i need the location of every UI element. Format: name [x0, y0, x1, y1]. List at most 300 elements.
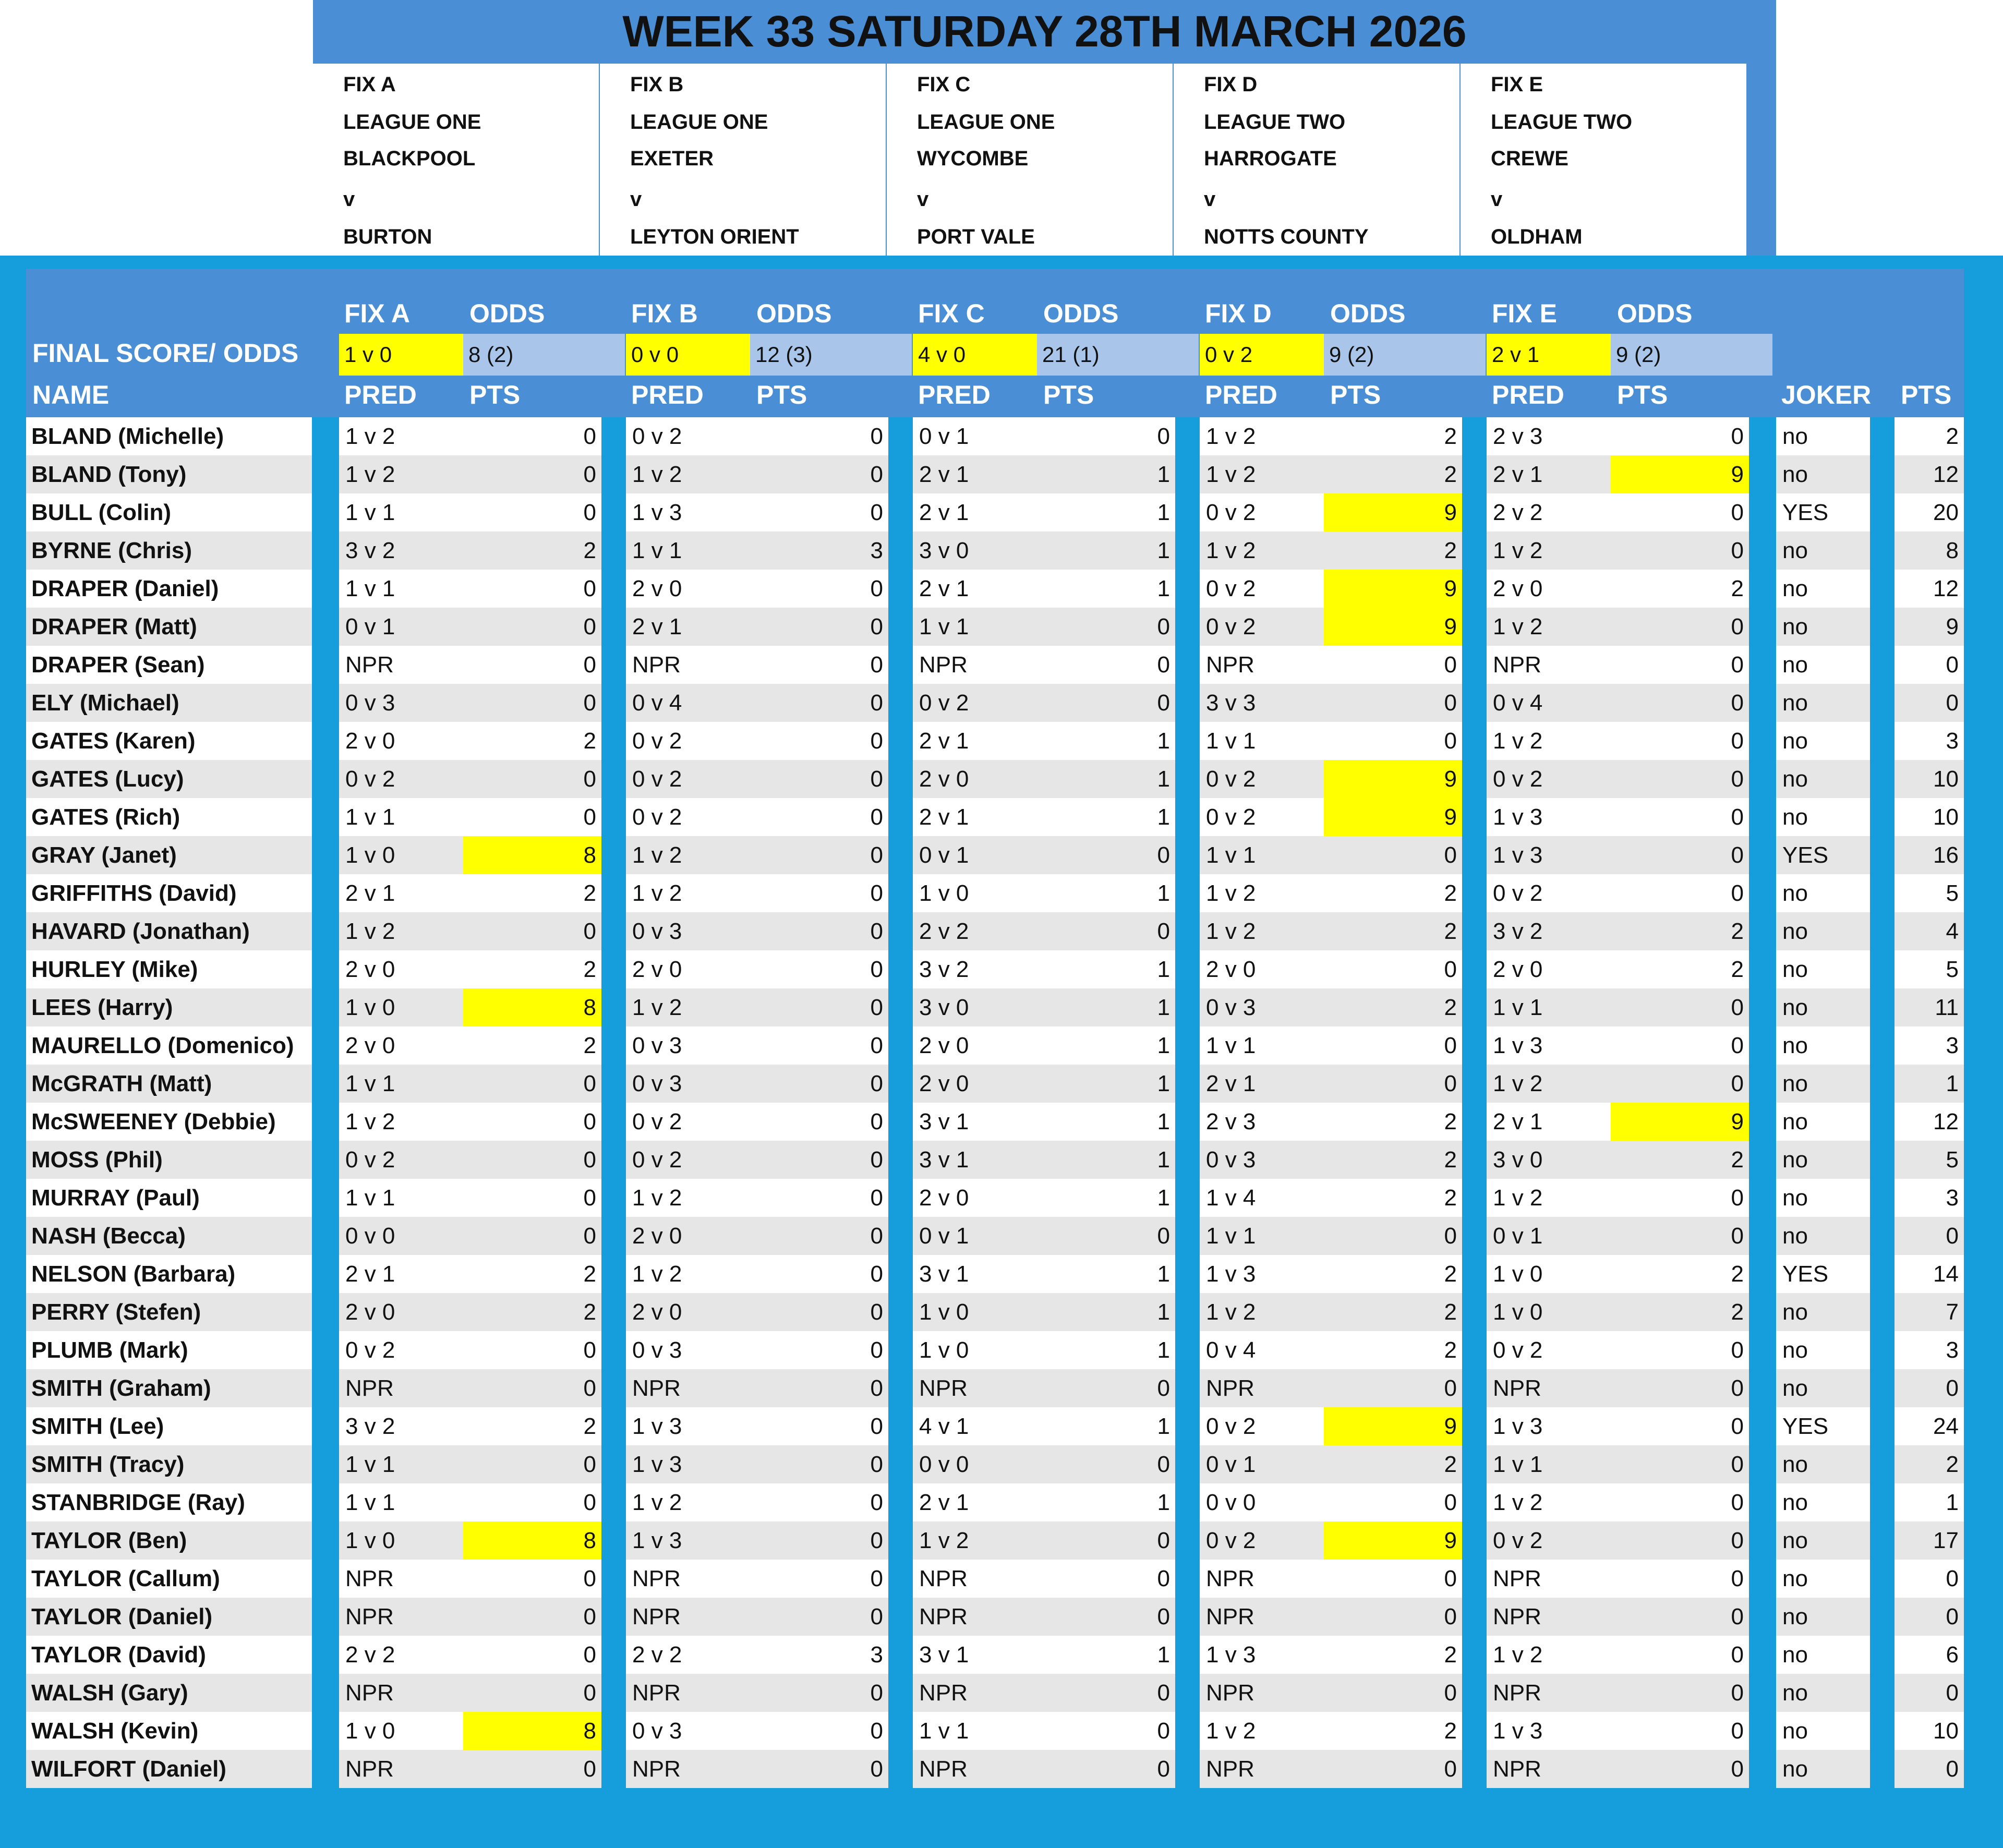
prediction-cell: 1 v 0 [339, 1521, 463, 1560]
prediction-cell: NPR [626, 1674, 750, 1712]
total-points-cell: 2 [1895, 417, 1964, 455]
prediction-cell: NPR [339, 1598, 463, 1636]
total-points-cell: 1 [1895, 1065, 1964, 1103]
prediction-cell: 3 v 1 [913, 1141, 1037, 1179]
prediction-cell: 0 v 2 [626, 760, 750, 798]
points-cell: 1 [1037, 1065, 1175, 1103]
fixture-home: EXETER [630, 147, 714, 170]
table-row [26, 1445, 1964, 1483]
points-cell: 0 [1324, 950, 1462, 988]
prediction-cell: NPR [339, 1369, 463, 1407]
prediction-cell: NPR [339, 1750, 463, 1788]
points-cell: 2 [463, 950, 601, 988]
points-cell: 0 [463, 1369, 601, 1407]
table-row [26, 1674, 1964, 1712]
points-cell: 2 [1324, 1712, 1462, 1750]
points-cell: 0 [750, 1598, 888, 1636]
prediction-cell: 2 v 1 [1487, 1103, 1611, 1141]
prediction-cell: 1 v 2 [1487, 532, 1611, 570]
table-row [26, 1750, 1964, 1788]
prediction-cell: 1 v 1 [1200, 1026, 1324, 1065]
player-name: WILFORT (Daniel) [26, 1750, 312, 1788]
total-points-cell: 3 [1895, 1026, 1964, 1065]
points-cell: 0 [1324, 1750, 1462, 1788]
points-cell: 2 [1611, 912, 1749, 950]
points-cell: 0 [1037, 417, 1175, 455]
points-cell: 2 [463, 1026, 601, 1065]
points-cell: 9 [1324, 493, 1462, 532]
prediction-cell: 2 v 0 [913, 1179, 1037, 1217]
prediction-cell: 1 v 0 [913, 874, 1037, 912]
prediction-cell: 1 v 1 [1200, 836, 1324, 874]
points-cell: 0 [1037, 1445, 1175, 1483]
player-name: TAYLOR (David) [26, 1636, 312, 1674]
prediction-cell: 3 v 2 [339, 532, 463, 570]
points-cell: 0 [750, 1026, 888, 1065]
prediction-cell: 0 v 0 [913, 1445, 1037, 1483]
points-cell: 0 [1037, 1750, 1175, 1788]
points-cell: 0 [1324, 1560, 1462, 1598]
prediction-cell: 1 v 2 [1200, 455, 1324, 493]
prediction-cell: 0 v 2 [1200, 1407, 1324, 1445]
prediction-cell: 0 v 2 [1487, 760, 1611, 798]
points-cell: 0 [1324, 1483, 1462, 1521]
table-row [26, 1483, 1964, 1521]
prediction-cell: NPR [626, 1560, 750, 1598]
prediction-cell: 2 v 0 [1487, 570, 1611, 608]
total-points-cell: 6 [1895, 1636, 1964, 1674]
points-cell: 0 [1611, 1369, 1749, 1407]
prediction-cell: 1 v 0 [339, 836, 463, 874]
total-points-cell: 24 [1895, 1407, 1964, 1445]
pred-column-header: PRED [1205, 380, 1277, 409]
prediction-cell: NPR [626, 1598, 750, 1636]
prediction-cell: 0 v 2 [626, 798, 750, 836]
points-cell: 0 [1611, 1674, 1749, 1712]
points-cell: 0 [1037, 1560, 1175, 1598]
points-cell: 0 [1611, 1636, 1749, 1674]
joker-cell: no [1776, 1026, 1870, 1065]
joker-cell: no [1776, 722, 1870, 760]
final-score: 0 v 0 [626, 334, 750, 376]
prediction-cell: 0 v 4 [1200, 1331, 1324, 1369]
joker-cell: no [1776, 608, 1870, 646]
pts-column-header: PTS [756, 380, 807, 409]
points-cell: 0 [1037, 608, 1175, 646]
points-cell: 0 [1611, 417, 1749, 455]
pts-column-header: PTS [1617, 380, 1668, 409]
prediction-cell: 2 v 1 [626, 608, 750, 646]
prediction-cell: NPR [1200, 1674, 1324, 1712]
prediction-cell: 1 v 2 [626, 874, 750, 912]
prediction-cell: 1 v 1 [339, 1483, 463, 1521]
player-name: WALSH (Kevin) [26, 1712, 312, 1750]
prediction-cell: 0 v 3 [626, 1026, 750, 1065]
prediction-cell: 1 v 2 [1487, 608, 1611, 646]
points-cell: 0 [750, 646, 888, 684]
player-name: MAURELLO (Domenico) [26, 1026, 312, 1065]
points-cell: 0 [1037, 912, 1175, 950]
prediction-cell: 1 v 3 [1487, 798, 1611, 836]
prediction-cell: 2 v 2 [339, 1636, 463, 1674]
prediction-cell: 1 v 2 [1200, 1293, 1324, 1331]
joker-cell: no [1776, 874, 1870, 912]
table-row [26, 455, 1964, 493]
fixture-away: OLDHAM [1491, 225, 1583, 248]
fixture-home: HARROGATE [1204, 147, 1337, 170]
total-points-cell: 0 [1895, 1217, 1964, 1255]
points-cell: 0 [750, 1712, 888, 1750]
points-cell: 0 [1611, 1750, 1749, 1788]
joker-cell: no [1776, 1636, 1870, 1674]
prediction-cell: 1 v 0 [913, 1293, 1037, 1331]
prediction-cell: 3 v 1 [913, 1103, 1037, 1141]
fixture-column-header: FIX E [1492, 299, 1558, 328]
prediction-cell: NPR [339, 1674, 463, 1712]
prediction-cell: 1 v 1 [339, 1065, 463, 1103]
prediction-cell: 1 v 1 [339, 570, 463, 608]
points-cell: 0 [463, 760, 601, 798]
total-points-cell: 4 [1895, 912, 1964, 950]
points-cell: 0 [750, 912, 888, 950]
fixture-vs: v [1491, 188, 1503, 211]
points-cell: 0 [1324, 1674, 1462, 1712]
points-cell: 0 [750, 570, 888, 608]
table-row [26, 1026, 1964, 1065]
table-row [26, 836, 1964, 874]
points-cell: 1 [1037, 493, 1175, 532]
points-cell: 0 [750, 1445, 888, 1483]
player-name: TAYLOR (Ben) [26, 1521, 312, 1560]
fixture-vs: v [1204, 188, 1216, 211]
points-cell: 2 [1324, 1103, 1462, 1141]
points-cell: 2 [1324, 1293, 1462, 1331]
points-cell: 8 [463, 1712, 601, 1750]
points-cell: 1 [1037, 455, 1175, 493]
prediction-cell: NPR [913, 1560, 1037, 1598]
total-points-cell: 0 [1895, 646, 1964, 684]
total-points-cell: 17 [1895, 1521, 1964, 1560]
pred-column-header: PRED [1492, 380, 1564, 409]
total-points-cell: 10 [1895, 798, 1964, 836]
prediction-cell: 0 v 3 [626, 1065, 750, 1103]
points-cell: 0 [750, 1065, 888, 1103]
prediction-cell: NPR [339, 1560, 463, 1598]
prediction-cell: 2 v 0 [1200, 950, 1324, 988]
prediction-cell: 0 v 1 [339, 608, 463, 646]
points-cell: 8 [463, 1521, 601, 1560]
joker-cell: no [1776, 455, 1870, 493]
prediction-cell: 1 v 3 [1487, 1026, 1611, 1065]
fixture-code: FIX D [1204, 73, 1258, 96]
prediction-cell: 1 v 1 [626, 532, 750, 570]
prediction-cell: 1 v 3 [1487, 1712, 1611, 1750]
joker-cell: no [1776, 1598, 1870, 1636]
points-cell: 0 [463, 1179, 601, 1217]
prediction-cell: NPR [1487, 1369, 1611, 1407]
player-name: BULL (Colin) [26, 493, 312, 532]
prediction-cell: 0 v 4 [626, 684, 750, 722]
prediction-cell: 2 v 1 [913, 570, 1037, 608]
prediction-cell: 2 v 1 [913, 455, 1037, 493]
points-cell: 2 [463, 532, 601, 570]
prediction-cell: 1 v 1 [339, 493, 463, 532]
points-cell: 0 [1611, 1026, 1749, 1065]
table-row [26, 1331, 1964, 1369]
odds-column-header: ODDS [1330, 299, 1406, 328]
prediction-cell: NPR [913, 1674, 1037, 1712]
player-name: NASH (Becca) [26, 1217, 312, 1255]
prediction-cell: NPR [1487, 1598, 1611, 1636]
table-row [26, 722, 1964, 760]
prediction-cell: NPR [913, 1750, 1037, 1788]
total-points-cell: 3 [1895, 1179, 1964, 1217]
prediction-cell: 0 v 2 [1487, 1331, 1611, 1369]
points-cell: 0 [750, 1483, 888, 1521]
player-name: PERRY (Stefen) [26, 1293, 312, 1331]
player-name: DRAPER (Matt) [26, 608, 312, 646]
points-cell: 2 [1611, 950, 1749, 988]
pred-column-header: PRED [631, 380, 704, 409]
prediction-cell: 1 v 2 [1200, 532, 1324, 570]
points-cell: 2 [1611, 1141, 1749, 1179]
table-row [26, 1407, 1964, 1445]
fixture-home: CREWE [1491, 147, 1568, 170]
prediction-cell: 0 v 4 [1487, 684, 1611, 722]
prediction-cell: 1 v 2 [1487, 1636, 1611, 1674]
total-points-cell: 20 [1895, 493, 1964, 532]
table-row [26, 493, 1964, 532]
prediction-cell: 1 v 4 [1200, 1179, 1324, 1217]
prediction-cell: 2 v 2 [913, 912, 1037, 950]
table-row [26, 1255, 1964, 1293]
points-cell: 0 [1324, 1217, 1462, 1255]
prediction-cell: 1 v 2 [1200, 1712, 1324, 1750]
points-cell: 0 [750, 1255, 888, 1293]
points-cell: 2 [463, 1407, 601, 1445]
prediction-cell: 2 v 1 [913, 1483, 1037, 1521]
joker-cell: no [1776, 1521, 1870, 1560]
points-cell: 9 [1611, 1103, 1749, 1141]
total-points-cell: 14 [1895, 1255, 1964, 1293]
table-row [26, 1369, 1964, 1407]
total-points-cell: 3 [1895, 722, 1964, 760]
prediction-cell: 2 v 1 [1487, 455, 1611, 493]
prediction-cell: 0 v 2 [913, 684, 1037, 722]
prediction-cell: 0 v 1 [1200, 1445, 1324, 1483]
prediction-cell: NPR [1487, 1560, 1611, 1598]
prediction-cell: 1 v 2 [626, 1483, 750, 1521]
joker-cell: no [1776, 1369, 1870, 1407]
prediction-cell: 0 v 2 [626, 417, 750, 455]
prediction-cell: 1 v 0 [339, 1712, 463, 1750]
points-cell: 0 [1611, 722, 1749, 760]
joker-cell: no [1776, 1141, 1870, 1179]
prediction-cell: 0 v 3 [626, 1331, 750, 1369]
prediction-cell: 1 v 2 [1487, 722, 1611, 760]
points-cell: 0 [463, 570, 601, 608]
joker-cell: no [1776, 1560, 1870, 1598]
player-name: GATES (Rich) [26, 798, 312, 836]
table-row [26, 532, 1964, 570]
points-cell: 0 [1324, 722, 1462, 760]
fixture-code: FIX E [1491, 73, 1543, 96]
page-title: WEEK 33 SATURDAY 28TH MARCH 2026 [622, 7, 1467, 56]
points-cell: 0 [1324, 836, 1462, 874]
points-cell: 0 [1037, 1712, 1175, 1750]
points-cell: 2 [1611, 570, 1749, 608]
prediction-cell: 3 v 0 [913, 988, 1037, 1026]
prediction-cell: 0 v 1 [913, 1217, 1037, 1255]
points-cell: 1 [1037, 1293, 1175, 1331]
table-row [26, 1103, 1964, 1141]
joker-cell: no [1776, 570, 1870, 608]
player-name: DRAPER (Daniel) [26, 570, 312, 608]
prediction-cell: 3 v 2 [339, 1407, 463, 1445]
prediction-cell: 3 v 0 [1487, 1141, 1611, 1179]
player-name: ELY (Michael) [26, 684, 312, 722]
prediction-cell: 1 v 0 [339, 988, 463, 1026]
points-cell: 0 [1611, 1331, 1749, 1369]
points-cell: 0 [750, 608, 888, 646]
total-points-cell: 12 [1895, 455, 1964, 493]
prediction-cell: 2 v 0 [626, 1217, 750, 1255]
prediction-cell: 1 v 2 [626, 1255, 750, 1293]
prediction-cell: 1 v 1 [1487, 988, 1611, 1026]
total-points-cell: 8 [1895, 532, 1964, 570]
points-cell: 2 [1324, 874, 1462, 912]
prediction-cell: 2 v 0 [913, 1065, 1037, 1103]
joker-cell: no [1776, 1103, 1870, 1141]
total-points-cell: 3 [1895, 1331, 1964, 1369]
player-name: STANBRIDGE (Ray) [26, 1483, 312, 1521]
points-cell: 0 [1611, 1483, 1749, 1521]
points-cell: 0 [463, 912, 601, 950]
prediction-cell: 1 v 2 [913, 1521, 1037, 1560]
prediction-cell: 0 v 2 [1200, 760, 1324, 798]
prediction-cell: 0 v 2 [339, 760, 463, 798]
fixture-odds: 21 (1) [1037, 334, 1199, 376]
points-cell: 2 [1324, 1445, 1462, 1483]
points-cell: 1 [1037, 1103, 1175, 1141]
points-cell: 0 [1611, 646, 1749, 684]
points-cell: 1 [1037, 1331, 1175, 1369]
joker-cell: no [1776, 988, 1870, 1026]
points-cell: 2 [1324, 1141, 1462, 1179]
prediction-cell: 1 v 2 [626, 988, 750, 1026]
fixture-code: FIX B [630, 73, 684, 96]
points-cell: 2 [1611, 1255, 1749, 1293]
table-row [26, 1636, 1964, 1674]
player-name: BLAND (Tony) [26, 455, 312, 493]
fixture-card [1174, 64, 1459, 256]
fixture-column-header: FIX B [631, 299, 698, 328]
points-cell: 0 [1611, 493, 1749, 532]
points-cell: 0 [1037, 1369, 1175, 1407]
player-name: BYRNE (Chris) [26, 532, 312, 570]
prediction-cell: 1 v 0 [1487, 1255, 1611, 1293]
fixture-odds: 9 (2) [1324, 334, 1486, 376]
points-cell: 1 [1037, 874, 1175, 912]
prediction-cell: 1 v 3 [626, 493, 750, 532]
prediction-cell: 1 v 2 [339, 417, 463, 455]
prediction-cell: 1 v 2 [626, 455, 750, 493]
prediction-cell: 1 v 3 [1200, 1636, 1324, 1674]
prediction-cell: 0 v 2 [1487, 1521, 1611, 1560]
points-cell: 1 [1037, 1026, 1175, 1065]
points-cell: 0 [750, 1217, 888, 1255]
points-cell: 0 [463, 1674, 601, 1712]
total-points-cell: 0 [1895, 1369, 1964, 1407]
joker-cell: no [1776, 1293, 1870, 1331]
odds-column-header: ODDS [756, 299, 832, 328]
final-score: 2 v 1 [1487, 334, 1611, 376]
points-cell: 1 [1037, 532, 1175, 570]
prediction-cell: 2 v 0 [626, 1293, 750, 1331]
points-cell: 0 [1611, 798, 1749, 836]
points-cell: 0 [463, 455, 601, 493]
fixture-home: BLACKPOOL [343, 147, 476, 170]
player-name: GRIFFITHS (David) [26, 874, 312, 912]
points-cell: 2 [463, 1293, 601, 1331]
points-cell: 1 [1037, 760, 1175, 798]
joker-cell: no [1776, 1750, 1870, 1788]
prediction-cell: 1 v 1 [339, 1179, 463, 1217]
prediction-cell: 1 v 1 [913, 1712, 1037, 1750]
player-name: SMITH (Lee) [26, 1407, 312, 1445]
points-cell: 0 [1611, 684, 1749, 722]
prediction-cell: 1 v 3 [1487, 836, 1611, 874]
total-points-cell: 5 [1895, 1141, 1964, 1179]
prediction-cell: 3 v 3 [1200, 684, 1324, 722]
fixture-league: LEAGUE ONE [630, 111, 768, 134]
prediction-cell: 3 v 2 [913, 950, 1037, 988]
table-row [26, 1598, 1964, 1636]
prediction-cell: 1 v 1 [1200, 1217, 1324, 1255]
prediction-cell: 0 v 1 [913, 417, 1037, 455]
joker-cell: YES [1776, 836, 1870, 874]
joker-cell: YES [1776, 493, 1870, 532]
table-row [26, 1293, 1964, 1331]
player-name: SMITH (Graham) [26, 1369, 312, 1407]
fixture-odds: 8 (2) [463, 334, 625, 376]
points-cell: 0 [1037, 646, 1175, 684]
points-cell: 1 [1037, 1483, 1175, 1521]
points-cell: 0 [750, 1103, 888, 1141]
prediction-cell: 1 v 2 [626, 836, 750, 874]
points-cell: 0 [1611, 1065, 1749, 1103]
prediction-cell: 0 v 2 [1200, 570, 1324, 608]
points-cell: 0 [463, 1560, 601, 1598]
joker-cell: no [1776, 798, 1870, 836]
points-cell: 0 [750, 1141, 888, 1179]
prediction-cell: NPR [1200, 646, 1324, 684]
prediction-cell: 0 v 0 [1200, 1483, 1324, 1521]
prediction-cell: 0 v 2 [1200, 608, 1324, 646]
prediction-cell: NPR [913, 1598, 1037, 1636]
prediction-cell: NPR [1200, 1750, 1324, 1788]
points-cell: 9 [1324, 608, 1462, 646]
points-cell: 2 [463, 1255, 601, 1293]
odds-column-header: ODDS [1043, 299, 1119, 328]
fixture-vs: v [917, 188, 929, 211]
points-cell: 0 [1324, 1369, 1462, 1407]
joker-cell: no [1776, 1217, 1870, 1255]
points-cell: 2 [1324, 988, 1462, 1026]
player-name: NELSON (Barbara) [26, 1255, 312, 1293]
points-cell: 0 [463, 417, 601, 455]
total-points-cell: 0 [1895, 1674, 1964, 1712]
